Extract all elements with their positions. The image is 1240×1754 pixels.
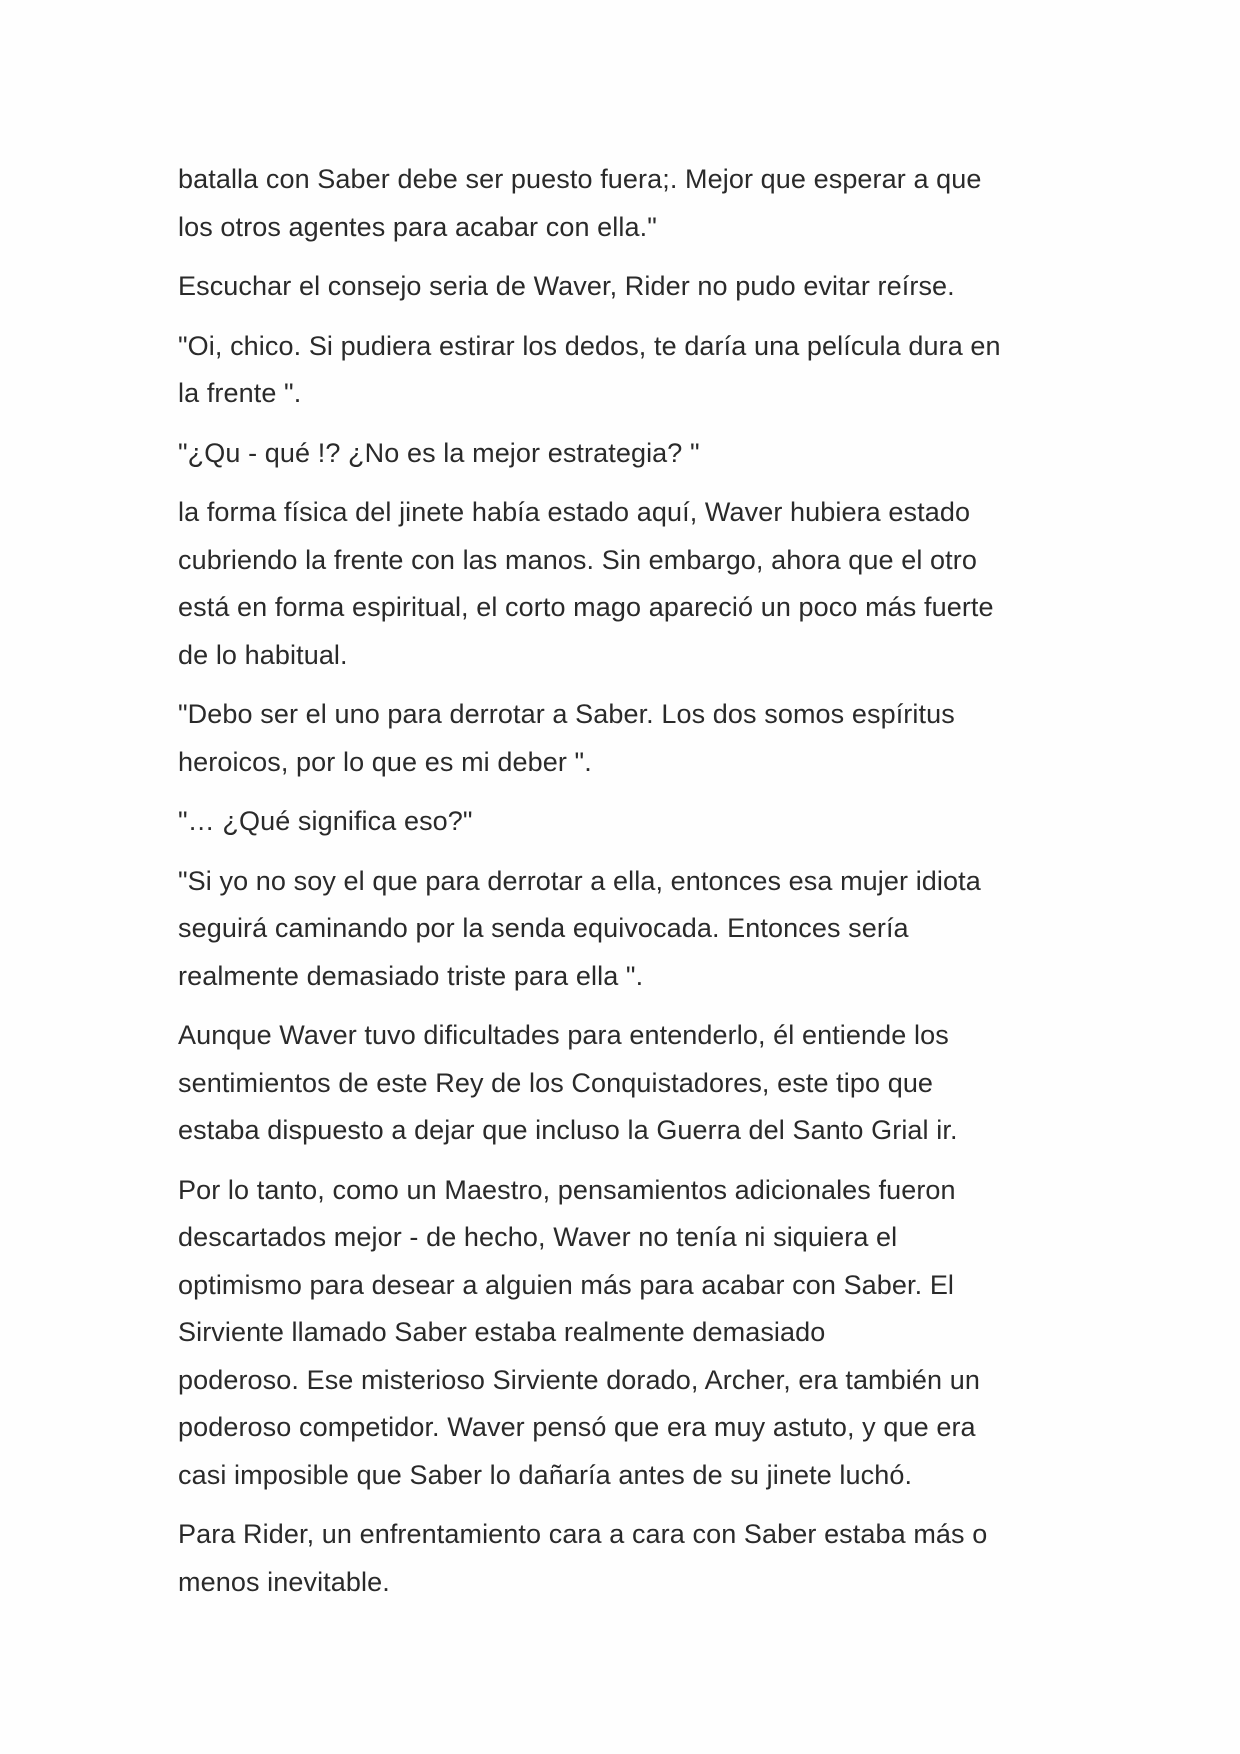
paragraph (178, 263, 1078, 311)
paragraph (178, 858, 1078, 1001)
paragraph (178, 323, 1078, 418)
paragraph (178, 691, 1078, 786)
paragraph (178, 156, 1078, 251)
text-line: Escuchar el consejo seria de Waver, Rider no pudo evitar reírse. (178, 271, 955, 301)
paragraph (178, 1511, 1078, 1606)
text-line: cubriendo la frente con las manos. Sin embargo, ahora que el otro (178, 544, 977, 575)
text-line: heroicos, por lo que es mi deber ". (178, 746, 592, 777)
body-text (178, 156, 1078, 1618)
text-line: poderoso. Ese misterioso Sirviente dorado, Archer, era también un (178, 1364, 980, 1395)
text-line: estaba dispuesto a dejar que incluso la Guerra del Santo Grial ir. (178, 1115, 958, 1145)
text-line: "Oi, chico. Si pudiera estirar los dedos, te daría una película dura en (178, 330, 1001, 361)
text-line: la frente ". (178, 378, 302, 408)
text-line: los otros agentes para acabar con ella." (178, 211, 657, 242)
paragraph (178, 489, 1078, 679)
text-line: optimismo para desear a alguien más para acabar con Saber. El (178, 1269, 955, 1300)
text-line: Sirviente llamado Saber estaba realmente demasiado (178, 1317, 826, 1347)
text-line: Para Rider, un enfrentamiento cara a cara con Saber estaba más o (178, 1519, 988, 1549)
text-line: "Debo ser el uno para derrotar a Saber. Los dos somos espíritus (178, 699, 955, 729)
text-line: batalla con Saber debe ser puesto fuera;. Mejor que esperar a que (178, 164, 982, 194)
paragraph (178, 798, 1078, 846)
paragraph (178, 430, 1078, 478)
text-line: descartados mejor - de hecho, Waver no tenía ni siquiera el (178, 1222, 898, 1252)
text-line: Aunque Waver tuvo dificultades para entenderlo, él entiende los (178, 1020, 949, 1050)
text-line: Por lo tanto, como un Maestro, pensamientos adicionales fueron (178, 1174, 956, 1205)
text-line: sentimientos de este Rey de los Conquistadores, este tipo que (178, 1067, 934, 1098)
text-line: poderoso competidor. Waver pensó que era muy astuto, y que era (178, 1412, 976, 1442)
text-line: de lo habitual. (178, 639, 348, 670)
text-line: "Si yo no soy el que para derrotar a ella, entonces esa mujer idiota (178, 865, 981, 896)
paragraph (178, 1012, 1078, 1155)
paragraph (178, 1167, 1078, 1500)
text-line: casi imposible que Saber lo dañaría antes de su jinete luchó. (178, 1459, 913, 1490)
text-line: menos inevitable. (178, 1566, 390, 1597)
text-line: realmente demasiado triste para ella ". (178, 960, 644, 991)
text-line: "… ¿Qué significa eso?" (178, 806, 473, 836)
text-line: "¿Qu - qué !? ¿No es la mejor estrategia? " (178, 437, 700, 468)
text-line: está en forma espiritual, el corto mago apareció un poco más fuerte (178, 592, 994, 622)
text-line: seguirá caminando por la senda equivocada. Entonces sería (178, 913, 909, 943)
text-line: la forma física del jinete había estado aquí, Waver hubiera estado (178, 497, 971, 527)
